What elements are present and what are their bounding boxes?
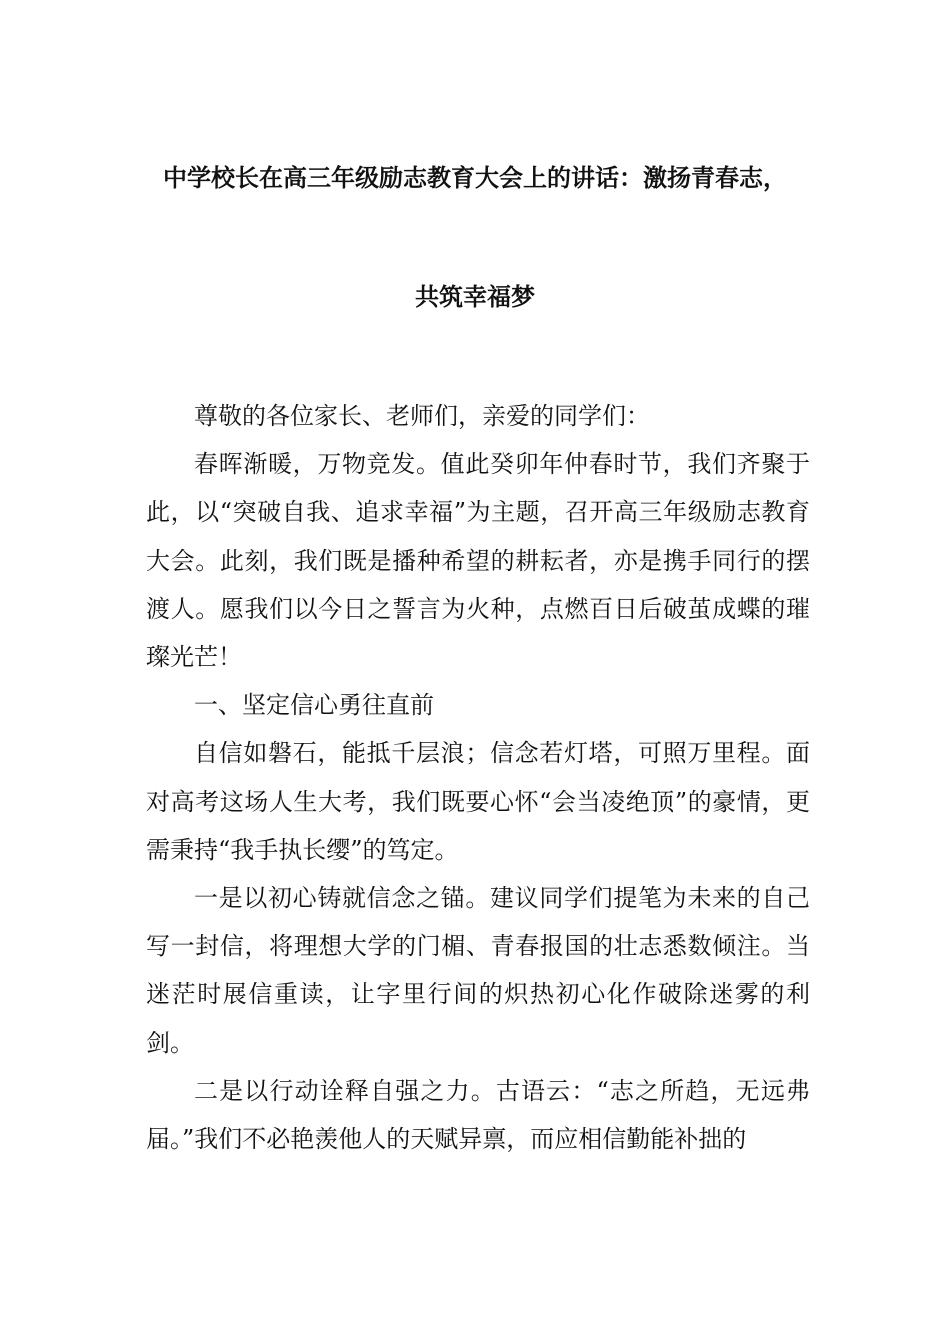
body-paragraph: 自信如磐石，能抵千层浪；信念若灯塔，可照万里程。面对高考这场人生大考，我们既要心怀“会当凌绝顶”的豪情，更需秉持“我手执长缨”的笃定。: [146, 739, 810, 864]
section-heading: 一、坚定信心勇往直前: [194, 691, 434, 720]
salutation-paragraph: 尊敬的各位家长、老师们，亲爱的同学们：: [194, 402, 650, 430]
opening-paragraph: 春晖渐暖，万物竞发。值此癸卯年仲春时节，我们齐聚于此，以“突破自我、追求幸福”为主题，召开高三年级励志教育大会。此刻，我们既是播种希望的耕耘者，亦是携手同行的摆渡人。愿我们以今日之誓言为火种，点燃百日后破茧成蝶的璀璨光芒！: [146, 450, 810, 672]
document-title-line-1: 中学校长在高三年级励志教育大会上的讲话：激扬青春志，: [163, 164, 787, 192]
document-body: [146, 392, 810, 1163]
body-paragraph: 一是以初心铸就信念之锚。建议同学们提笔为未来的自己写一封信，将理想大学的门楣、青春报国的壮志悉数倾注。当迷茫时展信重读，让字里行间的炽热初心化作破除迷雾的利剑。: [146, 884, 810, 1057]
document-title-line-2: 共筑幸福梦: [415, 283, 535, 311]
body-paragraph: 二是以行动诠释自强之力。古语云：“志之所趋，无远弗届。”我们不必艳羡他人的天赋异禀，而应相信勤能补拙的: [146, 1076, 810, 1154]
